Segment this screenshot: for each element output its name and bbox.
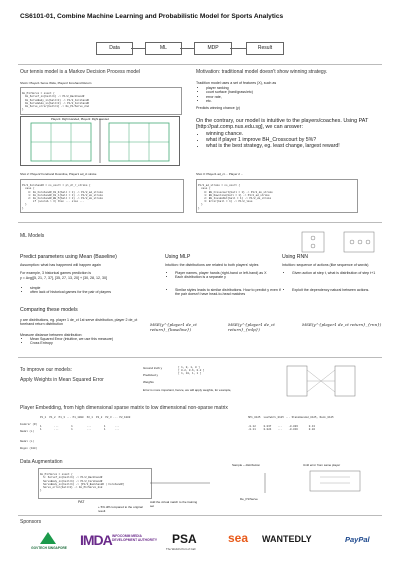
- embed-cols: P1_1 P1_2 P1_3 ... P1_1000 P2_1 P2_2 P2_3 ... P2_1000: [40, 416, 131, 419]
- measure-label: Measure distance between distribution:: [20, 333, 83, 337]
- mlp-title: Using MLP: [165, 254, 191, 260]
- flow-box-result: Result: [246, 42, 284, 55]
- logo-wantedly: WANTEDLY: [262, 534, 312, 544]
- motivation-predict: Predicts winning chance (y): [196, 106, 240, 110]
- mlp-bullets: [169, 271, 285, 280]
- shot2-code: P1/2_ForehandR = ns_court = pl_dr_r_stroke { case { 0: De_ForehandR_FH_D{ball = 1} -> P1/2_ad_stroke 1: De_ForehandR_FH_C{ball = 1} -> P1/2_de_stroke 2: De_ForehandR_BH_M{ball = 1} -> P1/2_de_stroke if (scoreA > 3) then ... else ... } }: [20, 179, 184, 213]
- aug-heading: Data Augmentation: [20, 459, 63, 465]
- measure-list: [24, 337, 160, 346]
- mean-title: Predict parameters using Mean (Baseline): [20, 254, 117, 260]
- shot2-caption: Shot 2: Player2 Forehand Downline, Player1 ad_ct stroke: [20, 172, 97, 176]
- rnn-title: Using RNN: [282, 254, 308, 260]
- mdp-heading: Our tennis model is a Markov Decision Process model: [20, 69, 141, 75]
- nn-diagram: [300, 228, 380, 256]
- rnn-bullets-2: [286, 288, 392, 292]
- mean-example: For example, 3 historical games prediction is: [20, 271, 92, 275]
- psa-tag: The World's Port of Call: [166, 547, 196, 551]
- weights-note: Error is more important, hence, we will apply weights, for example,: [143, 388, 232, 392]
- court-grid: [20, 116, 180, 166]
- flow-box-mdp: MDP: [194, 42, 232, 55]
- mean-bullet: • simple: [30, 286, 155, 290]
- embed-values-right: -0.12 0.037 ... -0.003 0.13 -0.11 0.024 ... -0.016 0.04: [248, 425, 315, 432]
- govtech-text: GOVTECH SINGAPORE: [31, 546, 67, 550]
- improve-heading: To improve our models:: [20, 367, 72, 373]
- compare-text: y are distributions, eg. player 1 de_ct 1st serve distribution, player 2 de_ct forehand return distribution: [20, 318, 138, 327]
- question-item: • winning chance.: [206, 131, 391, 137]
- mlp-intuition: Intuition: the distributions are related to both players' styles: [165, 263, 259, 267]
- measure-item: • Mean Squared Error (intuitive, we use this measure): [30, 337, 160, 341]
- ground-label: Ground truth y: [143, 366, 163, 370]
- mlp-bullet: • Player names, player hands (right-hand or left-hand) as X: [175, 271, 285, 275]
- serve-label: De_P1/Serve: [240, 497, 258, 501]
- shot3-caption: Shot 3: Player1 ad_ct ... Player 2 ...: [196, 172, 244, 176]
- feature-item: • etc.: [206, 99, 376, 103]
- compare-title: Comparing these models: [20, 307, 78, 313]
- sponsors-heading: Sponsors: [20, 519, 42, 525]
- embed-row: Federer (R): [20, 423, 38, 426]
- logo-govtech: [26, 530, 72, 556]
- shot3-code: P1/2_ad_stroke = ns_court { case { 0: BH_Crosscourt{ball = 1} -> P1/2_de_stroke 1: BH_Downline{ball = 1} -> P1/2_ad_stroke 2: BH_InsideOut{ball = 1} -> P1/2_de_stroke 3: Error{ball = 1} -> P1/2_lose } }: [196, 179, 358, 213]
- rnn-bullet: • Exploit the dependency natural between actions.: [292, 288, 392, 292]
- weights-diagram: [285, 362, 365, 402]
- rnn-intuition: Intuition: sequence of actions (like sequence of words): [282, 263, 369, 267]
- embed-values-left: 1 ... 1 ... 1 ... 1 ... 1 ... 1 ...: [40, 425, 120, 432]
- grid-caption: Player1: Right Handed, Player2: Right Handed: [51, 117, 109, 121]
- until-note: Until error from same player: [303, 463, 341, 467]
- embed-row: Rogen (100): [20, 447, 38, 450]
- mlp-bullet: • Similar styles leads to similar distributions. How to predict y even if the pair doesn't have head-to-head matches: [175, 288, 285, 297]
- mean-assume: Assumption: what has happened will happen again: [20, 263, 101, 267]
- pat-note: + 5% diff compared to the original result: [98, 505, 143, 514]
- mlp-bullets-2: [169, 288, 285, 297]
- ml-heading: ML Models: [20, 233, 45, 239]
- embed-row: Nadal (L): [20, 440, 35, 443]
- court-lines: [21, 117, 179, 165]
- mean-bullets: [24, 286, 155, 295]
- embed-heading: Player Embedding, from high dimensional sparse matrix to low dimensional non-sparse matrix: [20, 405, 228, 411]
- aug-arrows: [150, 463, 380, 503]
- weights-label: Weights: [143, 380, 154, 384]
- rnn-bullet: • Given action at step t, what is distribution of step t+1: [292, 271, 392, 275]
- feature-list: [200, 86, 376, 104]
- embed-cols-2: SP1_0125 LastWork_0125 ... StakeHanded_0125, Rank_0125: [248, 416, 334, 419]
- measure-item: • Cross Entropy: [30, 341, 160, 345]
- mse-mlp: MSE(y^{player1 de_ct return}_{mlp}): [228, 322, 275, 332]
- feature-item: • error rate,: [206, 95, 376, 99]
- rnn-bullets: [286, 271, 392, 275]
- flow-box-data: Data: [96, 42, 133, 55]
- virtual-note: Add the virtual match to the training set: [150, 500, 198, 509]
- logo-imda: [80, 532, 158, 554]
- motivation-contrary: On the contrary, our model is intuitive to the players/coaches. Using PAT [http://pat.comp.nus.edu.sg], we can answer:: [196, 118, 369, 131]
- logo-paypal: PayPal: [345, 535, 370, 544]
- mean-bullet: • often lack of historical games for the pair of players: [30, 290, 155, 294]
- flow-box-ml: ML: [145, 42, 182, 55]
- feature-item: • player ranking: [206, 86, 376, 90]
- logo-psa: [166, 532, 222, 554]
- weight-matrix: [ 1, 0, 1, 0 ] [ 0.2, 0.6, 0.2 ] [ 1, 10, 1, 1 ]: [178, 366, 205, 376]
- weights-title: Apply Weights in Mean Squared Error: [20, 377, 104, 383]
- mean-formula: y = Avg([5, 21, 7, 37], [35, 27, 13, 20] + [30, 28, 12, 30]: [20, 276, 108, 280]
- shot1-code: De_P1/Serve = event { De_ServeT_in{ball=1} -> P1/2_BackhandR De_ServeBody_in{ball=1} -> P1/2_ForehandR De_ServeWide_in{ball=1} -> P1/2_ForehandR De_Serve_error{ball=1} -> De_P1/Serve_2nd }: [20, 87, 182, 115]
- feature-item: • court surface (hard/grass/etc): [206, 90, 376, 94]
- logo-sea: sea: [228, 531, 249, 545]
- imda-text: INFOCOMM MEDIA DEVELOPMENT AUTHORITY: [112, 534, 158, 542]
- sample-note: Sample ~ distribution: [232, 463, 261, 467]
- question-list: [200, 131, 391, 150]
- mse-baseline: MSE(y^{player1 de_ct return}_{baseline}): [150, 322, 197, 332]
- mse-rnn: MSE(y^{player1 de_ct return}_{rnn}): [302, 322, 382, 327]
- aug-code: De_P1/Serve = event { S: ServeT_in{ball=1} -> P1/2_BackhandR ServeBody_in{ball=1} -> P1/2_ForehandR ServeBody_in{ball=1} -> [P1/2_BackhandR | ForehandR] Serve_error{ball=1} -> De_P1/Serve_2nd }: [38, 468, 152, 499]
- embed-row: Nadal (L): [20, 430, 35, 433]
- mlp-bullet: • Each distribution is a separate y: [175, 275, 285, 279]
- shot1-caption: Shot1: Player1 Serve Wide, Player2 Forehand Return: [20, 81, 92, 85]
- question-item: • what is the best strategy, eg. least change, largest reward!: [206, 143, 391, 149]
- question-item: • what if player 1 improve BH_Crosscourt by 5%?: [206, 137, 391, 143]
- psa-mark: PSA: [172, 532, 197, 546]
- motivation-intro: Tradition model uses a set of features (X), such as: [196, 81, 277, 85]
- imda-mark: IMDA: [80, 532, 112, 548]
- govtech-mark-icon: [38, 530, 58, 546]
- pat-label: PAT: [78, 500, 85, 504]
- predicted-label: Predicted y: [143, 373, 159, 377]
- poster-title: CS6101-01, Combine Machine Learning and Probabilistic Model for Sports Analytics: [20, 13, 284, 20]
- motivation-heading: Motivation: traditional model doesn't show winning strategy.: [196, 69, 328, 75]
